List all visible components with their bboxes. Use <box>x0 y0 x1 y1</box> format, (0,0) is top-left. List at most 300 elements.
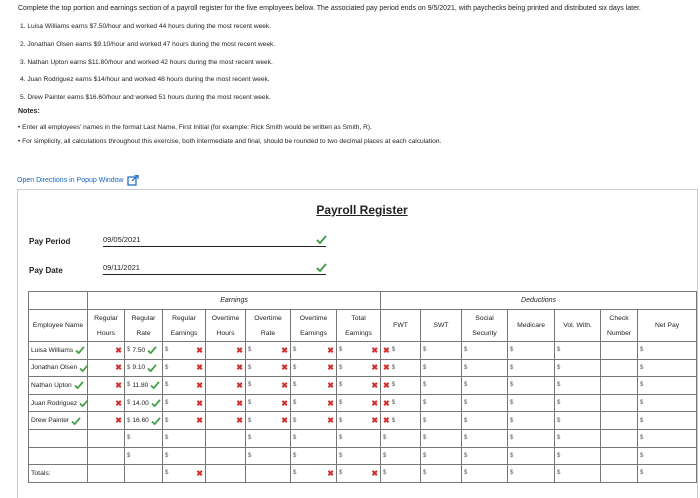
regular-rate-cell[interactable] <box>125 447 163 465</box>
corner-cell <box>29 292 88 310</box>
rate-value[interactable]: 16.60 <box>132 417 149 425</box>
cross-icon: ✖ <box>236 363 243 373</box>
deductions-group-header: Deductions <box>381 292 697 310</box>
table-row <box>29 359 697 377</box>
currency-symbol: $ <box>248 382 252 389</box>
currency-symbol: $ <box>510 470 514 477</box>
currency-symbol: $ <box>293 435 297 442</box>
currency-symbol: $ <box>293 347 297 354</box>
rate-value[interactable]: 14.00 <box>132 399 149 407</box>
currency-symbol: $ <box>640 435 644 442</box>
cross-icon: ✖ <box>371 398 379 408</box>
currency-symbol: $ <box>510 400 514 407</box>
regular-rate-cell[interactable] <box>125 412 163 430</box>
currency-symbol: $ <box>293 452 297 459</box>
regular-earnings-cell[interactable] <box>163 359 206 377</box>
overtime-hours-cell[interactable] <box>206 429 246 447</box>
regular-earnings-cell[interactable] <box>163 412 206 430</box>
list-item: • Enter all employees' names in the format Last Name, First Initial (for example: Rick Smith would be written as Smith, R). <box>18 124 372 131</box>
overtime-hours-cell[interactable] <box>206 342 246 360</box>
cross-icon: ✖ <box>383 416 390 426</box>
employee-name[interactable]: Drew Painter <box>31 417 70 425</box>
cross-icon: ✖ <box>383 380 390 390</box>
cross-icon: ✖ <box>281 363 288 373</box>
swt-cell[interactable] <box>421 359 462 377</box>
currency-symbol: $ <box>557 347 561 354</box>
table-row <box>29 412 697 430</box>
col-net-pay: Net Pay <box>638 310 697 342</box>
list-item: 3. Nathan Upton earns $11.80/hour and worked 42 hours during the most recent week. <box>20 58 273 66</box>
currency-symbol: $ <box>339 364 343 371</box>
check-number-cell[interactable] <box>601 342 638 360</box>
pay-period-field[interactable]: 09/05/2021 <box>103 235 326 247</box>
cross-icon: ✖ <box>196 363 203 373</box>
currency-symbol: $ <box>464 347 468 354</box>
currency-symbol: $ <box>391 400 396 407</box>
net-pay-cell[interactable] <box>638 429 697 447</box>
currency-symbol: $ <box>464 382 468 389</box>
notes-title: Notes: <box>18 108 40 115</box>
swt-cell[interactable] <box>421 412 462 430</box>
overtime-rate-cell[interactable] <box>246 394 291 412</box>
col-regular-rate: Regular Rate <box>125 310 163 342</box>
check-number-cell[interactable] <box>601 429 638 447</box>
currency-symbol: $ <box>557 417 561 424</box>
medicare-cell[interactable] <box>508 465 555 483</box>
currency-symbol: $ <box>248 400 252 407</box>
regular-rate-cell[interactable] <box>125 429 163 447</box>
table-row <box>29 429 697 447</box>
overtime-earnings-cell[interactable] <box>291 412 337 430</box>
overtime-earnings-cell[interactable] <box>291 359 337 377</box>
currency-symbol: $ <box>510 435 514 442</box>
check-icon <box>79 364 87 372</box>
cross-icon: ✖ <box>281 416 288 426</box>
currency-symbol: $ <box>640 347 644 354</box>
currency-symbol: $ <box>248 347 252 354</box>
popup-link[interactable] <box>17 175 139 186</box>
currency-symbol: $ <box>127 400 131 407</box>
currency-symbol: $ <box>510 382 514 389</box>
currency-symbol: $ <box>339 400 343 407</box>
currency-symbol: $ <box>464 470 468 477</box>
medicare-cell[interactable] <box>508 447 555 465</box>
col-check-number: Check Number <box>601 310 638 342</box>
col-regular-hours: Regular Hours <box>88 310 125 342</box>
swt-cell[interactable] <box>421 465 462 483</box>
regular-hours-cell[interactable] <box>88 429 125 447</box>
total-earnings-cell[interactable] <box>337 377 381 395</box>
net-pay-cell[interactable] <box>638 342 697 360</box>
medicare-cell[interactable] <box>508 342 555 360</box>
currency-symbol: $ <box>640 417 644 424</box>
vol-with-cell[interactable] <box>555 394 601 412</box>
total-earnings-cell[interactable] <box>337 359 381 377</box>
total-earnings-cell[interactable] <box>337 447 381 465</box>
medicare-cell[interactable] <box>508 359 555 377</box>
table-row <box>29 342 697 360</box>
currency-symbol: $ <box>293 364 297 371</box>
vol-with-cell[interactable] <box>555 412 601 430</box>
currency-symbol: $ <box>391 347 396 354</box>
pay-date-field[interactable]: 09/11/2021 <box>103 263 326 275</box>
regular-hours-cell[interactable] <box>88 342 125 360</box>
col-overtime-rate: Overtime Rate <box>246 310 291 342</box>
currency-symbol: $ <box>248 364 252 371</box>
currency-symbol: $ <box>339 382 343 389</box>
currency-symbol: $ <box>557 364 561 371</box>
employee-name-cell[interactable] <box>29 412 88 430</box>
regular-hours-cell[interactable] <box>88 447 125 465</box>
col-swt: SWT <box>421 310 462 342</box>
list-item: 5. Drew Painter earns $16.60/hour and worked 51 hours during the most recent week. <box>20 94 271 102</box>
currency-symbol: $ <box>165 347 169 354</box>
overtime-earnings-cell[interactable] <box>291 394 337 412</box>
currency-symbol: $ <box>557 435 561 442</box>
swt-cell[interactable] <box>421 394 462 412</box>
pay-date-label: Pay Date <box>29 266 63 275</box>
payroll-register-table <box>28 291 697 483</box>
currency-symbol: $ <box>423 452 427 459</box>
vol-with-cell[interactable] <box>555 465 601 483</box>
vol-with-cell[interactable] <box>555 429 601 447</box>
currency-symbol: $ <box>293 417 297 424</box>
fwt-cell[interactable] <box>381 447 421 465</box>
cross-icon: ✖ <box>371 363 379 373</box>
employee-list <box>18 22 275 111</box>
fwt-cell[interactable] <box>381 394 421 412</box>
cross-icon: ✖ <box>327 345 334 355</box>
social-security-cell[interactable] <box>462 412 508 430</box>
fwt-cell[interactable] <box>381 359 421 377</box>
check-icon <box>71 417 81 425</box>
currency-symbol: $ <box>383 452 387 459</box>
social-security-cell[interactable] <box>462 359 508 377</box>
regular-earnings-cell[interactable] <box>163 465 206 483</box>
currency-symbol: $ <box>557 400 561 407</box>
cross-icon: ✖ <box>196 380 203 390</box>
currency-symbol: $ <box>557 470 561 477</box>
cross-icon: ✖ <box>236 380 243 390</box>
cross-icon: ✖ <box>115 416 122 426</box>
overtime-earnings-cell[interactable] <box>291 429 337 447</box>
net-pay-cell[interactable] <box>638 465 697 483</box>
rate-value[interactable]: 9.10 <box>132 364 146 372</box>
regular-rate-cell[interactable] <box>125 377 163 395</box>
fwt-cell[interactable] <box>381 429 421 447</box>
currency-symbol: $ <box>464 417 468 424</box>
regular-hours-cell[interactable] <box>88 394 125 412</box>
list-item: 1. Luisa Williams earns $7.50/hour and worked 44 hours during the most recent week. <box>20 23 272 30</box>
col-regular-earnings: Regular Earnings <box>163 310 206 342</box>
cross-icon: ✖ <box>236 345 243 355</box>
totals-label: Totals: <box>31 469 51 477</box>
currency-symbol: $ <box>127 417 131 424</box>
total-earnings-cell[interactable] <box>337 394 381 412</box>
employee-name[interactable]: Luisa Williams <box>31 346 74 354</box>
check-icon <box>147 364 157 372</box>
overtime-earnings-cell[interactable] <box>291 377 337 395</box>
swt-cell[interactable] <box>421 429 462 447</box>
overtime-earnings-cell[interactable] <box>291 465 337 483</box>
currency-symbol: $ <box>640 382 644 389</box>
regular-rate-cell[interactable] <box>125 342 163 360</box>
vol-with-cell[interactable] <box>555 447 601 465</box>
check-icon <box>150 381 160 389</box>
medicare-cell[interactable] <box>508 429 555 447</box>
currency-symbol: $ <box>165 364 169 371</box>
vol-with-cell[interactable] <box>555 359 601 377</box>
cross-icon: ✖ <box>327 398 334 408</box>
currency-symbol: $ <box>464 452 468 459</box>
list-item: • For simplicity, all calculations throughout this exercise, both intermediate and final, should be rounded to two decimal places at each calculation. <box>18 138 442 145</box>
cross-icon: ✖ <box>371 468 379 478</box>
cross-icon: ✖ <box>281 380 288 390</box>
regular-rate-cell[interactable] <box>125 359 163 377</box>
currency-symbol: $ <box>165 470 169 477</box>
check-icon <box>75 346 85 354</box>
currency-symbol: $ <box>557 382 561 389</box>
fwt-cell[interactable] <box>381 342 421 360</box>
currency-symbol: $ <box>510 452 514 459</box>
check-icon <box>79 399 87 407</box>
currency-symbol: $ <box>165 382 169 389</box>
check-number-cell[interactable] <box>601 359 638 377</box>
regular-hours-cell[interactable] <box>88 359 125 377</box>
currency-symbol: $ <box>339 417 343 424</box>
overtime-hours-cell[interactable] <box>206 412 246 430</box>
cross-icon: ✖ <box>383 398 390 408</box>
table-row <box>29 377 697 395</box>
employee-name-cell[interactable] <box>29 359 88 377</box>
currency-symbol: $ <box>127 364 131 371</box>
fwt-cell[interactable] <box>381 377 421 395</box>
social-security-cell[interactable] <box>462 429 508 447</box>
currency-symbol: $ <box>640 470 644 477</box>
currency-symbol: $ <box>293 400 297 407</box>
currency-symbol: $ <box>510 347 514 354</box>
regular-earnings-cell[interactable] <box>163 394 206 412</box>
currency-symbol: $ <box>423 470 427 477</box>
net-pay-cell[interactable] <box>638 412 697 430</box>
cross-icon: ✖ <box>383 345 390 355</box>
currency-symbol: $ <box>423 400 427 407</box>
overtime-rate-cell[interactable] <box>246 412 291 430</box>
overtime-hours-cell[interactable] <box>206 394 246 412</box>
currency-symbol: $ <box>464 400 468 407</box>
regular-hours-cell <box>88 465 125 483</box>
overtime-hours-cell[interactable] <box>206 359 246 377</box>
social-security-cell[interactable] <box>462 394 508 412</box>
cross-icon: ✖ <box>371 416 379 426</box>
currency-symbol: $ <box>127 382 131 389</box>
cross-icon: ✖ <box>327 380 334 390</box>
col-fwt: FWT <box>381 310 421 342</box>
employee-name-cell[interactable] <box>29 377 88 395</box>
list-item: 4. Juan Rodriguez earns $14/hour and worked 48 hours during the most recent week. <box>20 76 270 84</box>
overtime-rate-cell <box>246 465 291 483</box>
currency-symbol: $ <box>383 435 387 442</box>
currency-symbol: $ <box>391 417 396 424</box>
currency-symbol: $ <box>423 347 427 354</box>
swt-cell[interactable] <box>421 342 462 360</box>
currency-symbol: $ <box>423 417 427 424</box>
total-earnings-cell[interactable] <box>337 412 381 430</box>
currency-symbol: $ <box>640 364 644 371</box>
currency-symbol: $ <box>423 382 427 389</box>
currency-symbol: $ <box>165 452 169 459</box>
currency-symbol: $ <box>248 435 252 442</box>
net-pay-cell[interactable] <box>638 447 697 465</box>
currency-symbol: $ <box>293 470 297 477</box>
social-security-cell[interactable] <box>462 342 508 360</box>
currency-symbol: $ <box>423 364 427 371</box>
currency-symbol: $ <box>339 452 343 459</box>
cross-icon: ✖ <box>236 398 243 408</box>
cross-icon: ✖ <box>327 416 334 426</box>
regular-rate-cell[interactable] <box>125 394 163 412</box>
regular-earnings-cell[interactable] <box>163 447 206 465</box>
currency-symbol: $ <box>510 364 514 371</box>
currency-symbol: $ <box>510 417 514 424</box>
employee-name[interactable]: Juan Rodriguez <box>31 399 78 407</box>
cross-icon: ✖ <box>371 345 379 355</box>
employee-name-cell[interactable] <box>29 342 88 360</box>
social-security-cell[interactable] <box>462 465 508 483</box>
cross-icon: ✖ <box>196 416 203 426</box>
pay-period-label: Pay Period <box>29 237 71 246</box>
check-icon <box>74 381 84 389</box>
fwt-cell[interactable] <box>381 465 421 483</box>
regular-rate-cell <box>125 465 163 483</box>
net-pay-cell[interactable] <box>638 377 697 395</box>
check-icon <box>151 399 161 407</box>
medicare-cell[interactable] <box>508 377 555 395</box>
overtime-hours-cell <box>206 465 246 483</box>
col-total-earnings: Total Earnings <box>337 310 381 342</box>
table-row <box>29 447 697 465</box>
col-employee-name: Employee Name <box>29 310 88 342</box>
page-title: Payroll Register <box>316 203 408 217</box>
overtime-earnings-cell[interactable] <box>291 447 337 465</box>
net-pay-cell[interactable] <box>638 359 697 377</box>
cross-icon: ✖ <box>327 468 334 478</box>
employee-name-cell[interactable] <box>29 394 88 412</box>
cross-icon: ✖ <box>327 363 334 373</box>
rate-value[interactable]: 7.50 <box>132 346 146 354</box>
check-number-cell[interactable] <box>601 412 638 430</box>
total-earnings-cell[interactable] <box>337 465 381 483</box>
overtime-hours-cell[interactable] <box>206 377 246 395</box>
popup-link-label[interactable]: Open Directions in Popup Window <box>17 177 124 184</box>
currency-symbol: $ <box>640 400 644 407</box>
employee-name[interactable]: Nathan Upton <box>31 381 72 389</box>
check-icon <box>147 346 157 354</box>
col-vol-with: Vol. With. <box>555 310 601 342</box>
regular-hours-cell[interactable] <box>88 412 125 430</box>
currency-symbol: $ <box>293 382 297 389</box>
check-number-cell[interactable] <box>601 447 638 465</box>
currency-symbol: $ <box>165 435 169 442</box>
currency-symbol: $ <box>248 452 252 459</box>
currency-symbol: $ <box>339 435 343 442</box>
currency-symbol: $ <box>127 452 131 459</box>
swt-cell[interactable] <box>421 447 462 465</box>
swt-cell[interactable] <box>421 377 462 395</box>
currency-symbol: $ <box>391 364 396 371</box>
totals-row <box>29 465 697 483</box>
cross-icon: ✖ <box>383 363 390 373</box>
list-item: 2. Jonathan Olsen earns $9.10/hour and worked 47 hours during the most recent week. <box>20 40 276 48</box>
currency-symbol: $ <box>391 382 396 389</box>
check-icon <box>316 263 327 272</box>
check-number-cell[interactable] <box>601 394 638 412</box>
col-medicare: Medicare <box>508 310 555 342</box>
regular-hours-cell[interactable] <box>88 377 125 395</box>
cross-icon: ✖ <box>281 398 288 408</box>
check-icon <box>151 417 161 425</box>
overtime-earnings-cell[interactable] <box>291 342 337 360</box>
employee-name-cell[interactable] <box>29 429 88 447</box>
check-number-cell[interactable] <box>601 465 638 483</box>
regular-earnings-cell[interactable] <box>163 377 206 395</box>
cross-icon: ✖ <box>196 398 203 408</box>
currency-symbol: $ <box>248 417 252 424</box>
check-number-cell[interactable] <box>601 377 638 395</box>
currency-symbol: $ <box>464 364 468 371</box>
employee-name[interactable]: Jonathan Olsen <box>31 364 78 372</box>
overtime-rate-cell[interactable] <box>246 377 291 395</box>
overtime-rate-cell[interactable] <box>246 342 291 360</box>
cross-icon: ✖ <box>115 345 122 355</box>
currency-symbol: $ <box>339 470 343 477</box>
cross-icon: ✖ <box>196 468 203 478</box>
check-icon <box>316 235 327 244</box>
employee-name-cell[interactable] <box>29 447 88 465</box>
medicare-cell[interactable] <box>508 394 555 412</box>
overtime-rate-cell[interactable] <box>246 359 291 377</box>
overtime-rate-cell[interactable] <box>246 447 291 465</box>
regular-earnings-cell[interactable] <box>163 342 206 360</box>
fwt-cell[interactable] <box>381 412 421 430</box>
col-overtime-hours: Overtime Hours <box>206 310 246 342</box>
currency-symbol: $ <box>423 435 427 442</box>
currency-symbol: $ <box>339 347 343 354</box>
total-earnings-cell[interactable] <box>337 342 381 360</box>
social-security-cell[interactable] <box>462 377 508 395</box>
cross-icon: ✖ <box>115 380 122 390</box>
net-pay-cell[interactable] <box>638 394 697 412</box>
overtime-rate-cell[interactable] <box>246 429 291 447</box>
col-social-security: Social Security <box>462 310 508 342</box>
cross-icon: ✖ <box>115 398 122 408</box>
earnings-group-header: Earnings <box>88 292 381 310</box>
instructions-text: Complete the top portion and earnings section of a payroll register for the five employees below. The associated pay period ends on 9/5/2021, with paychecks being printed and distributed six days later. <box>18 5 641 12</box>
social-security-cell[interactable] <box>462 447 508 465</box>
cross-icon: ✖ <box>371 380 379 390</box>
total-earnings-cell[interactable] <box>337 429 381 447</box>
overtime-hours-cell[interactable] <box>206 447 246 465</box>
medicare-cell[interactable] <box>508 412 555 430</box>
external-window-icon <box>127 175 139 186</box>
currency-symbol: $ <box>165 400 169 407</box>
regular-earnings-cell[interactable] <box>163 429 206 447</box>
currency-symbol: $ <box>165 417 169 424</box>
vol-with-cell[interactable] <box>555 342 601 360</box>
rate-value[interactable]: 11.80 <box>132 381 149 389</box>
vol-with-cell[interactable] <box>555 377 601 395</box>
notes-list <box>18 124 698 152</box>
